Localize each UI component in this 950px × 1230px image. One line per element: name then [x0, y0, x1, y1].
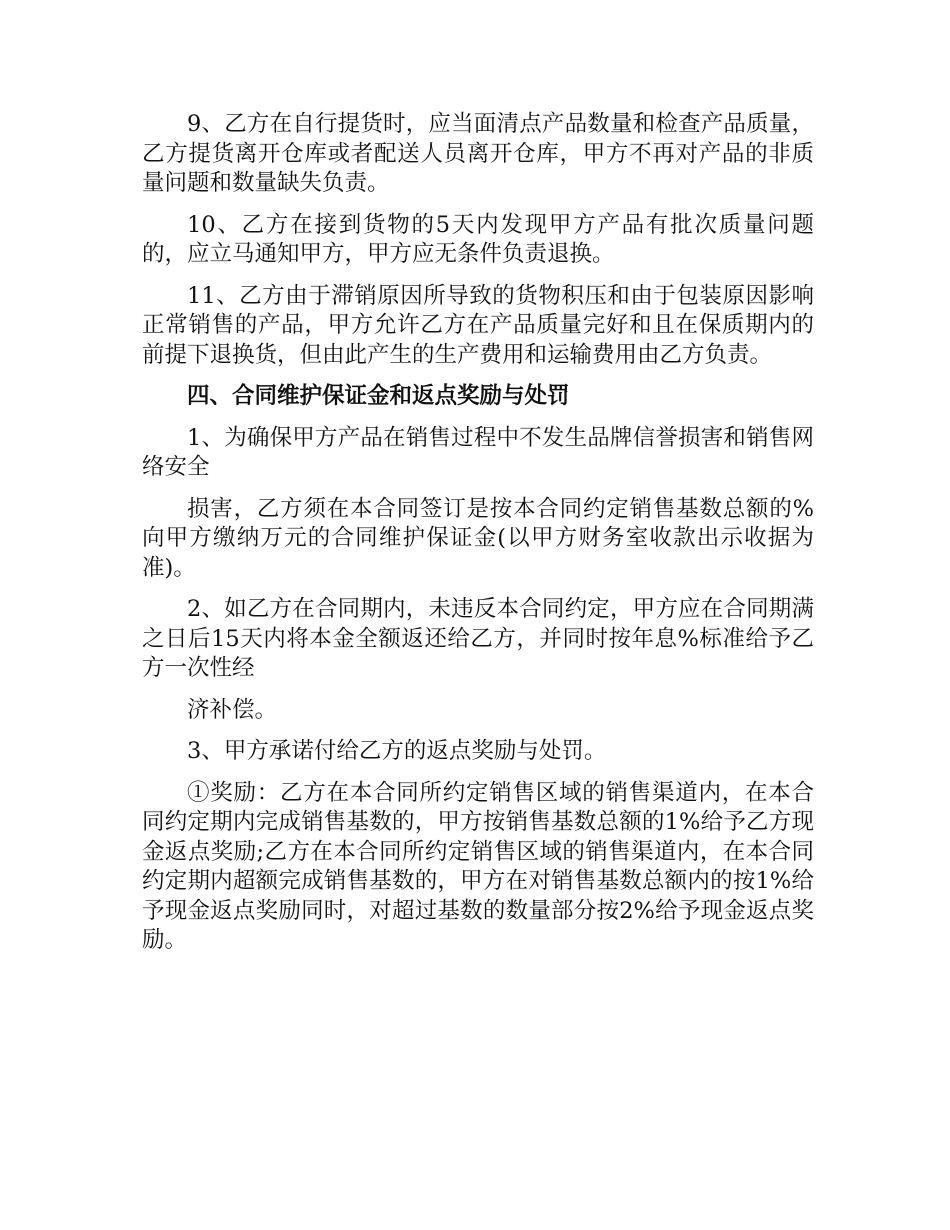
section-four-heading: 四、合同维护保证金和返点奖励与处罚 [187, 383, 570, 409]
section-four-item-3-paragraph: 3、甲方承诺付给乙方的返点奖励与处罚。 [187, 738, 607, 764]
section-four-item-1-paragraph: 1、为确保甲方产品在销售过程中不发生品牌信誉损害和销售网络安全 [142, 424, 814, 480]
clause-9-paragraph: 9、乙方在自行提货时，应当面清点产品数量和检查产品质量，乙方提货离开仓库或者配送人员离开仓库，甲方不再对产品的非质量问题和数量缺失负责。 [142, 111, 814, 196]
reward-paragraph: ①奖励：乙方在本合同所约定销售区域的销售渠道内，在本合同约定期内完成销售基数的，甲方按销售基数总额的1%给予乙方现金返点奖励;乙方在本合同所约定销售区域的销售渠道内，在本合同约定期内超额完成销售基数的，甲方在对销售基数总额内的按1%给予现金返点奖励同时，对超过基数的数量部分按2%给予现金返点奖励。 [142, 779, 814, 953]
section-four-item-2-paragraph: 2、如乙方在合同期内，未违反本合同约定，甲方应在合同期满之日后15天内将本金全额返还给乙方，并同时按年息%标准给予乙方一次性经 [142, 596, 814, 681]
deposit-paragraph: 损害，乙方须在本合同签订是按本合同约定销售基数总额的%向甲方缴纳万元的合同维护保证金(以甲方财务室收款出示收据为准)。 [142, 495, 814, 581]
clause-11-paragraph: 11、乙方由于滞销原因所导致的货物积压和由于包装原因影响正常销售的产品，甲方允许乙方在产品质量完好和且在保质期内的前提下退换货，但由此产生的生产费用和运输费用由乙方负责。 [142, 282, 814, 368]
document-page [142, 110, 814, 968]
compensation-continuation-paragraph: 济补偿。 [187, 696, 278, 723]
clause-10-paragraph: 10、乙方在接到货物的5天内发现甲方产品有批次质量问题的，应立马通知甲方，甲方应无条件负责退换。 [142, 211, 814, 267]
